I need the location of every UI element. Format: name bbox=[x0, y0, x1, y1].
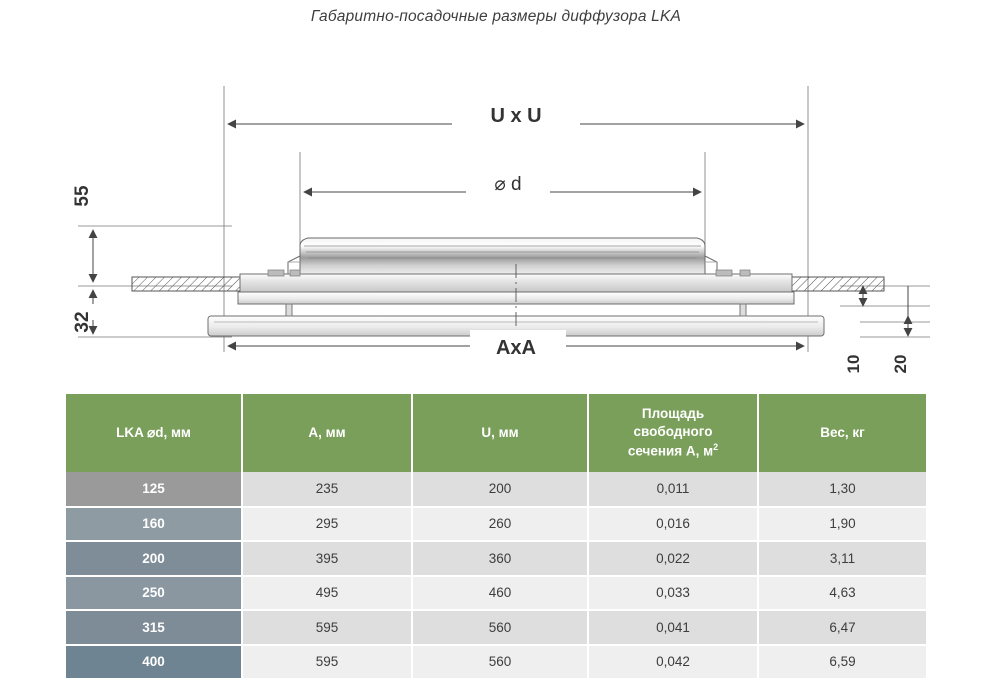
table-header-row bbox=[66, 394, 926, 472]
specification-table bbox=[66, 394, 926, 680]
dim-label-axa: AxA bbox=[495, 337, 537, 359]
table-row bbox=[66, 576, 926, 611]
dim-label-32: 32 bbox=[72, 311, 93, 333]
table-row bbox=[66, 645, 926, 680]
ceiling-slab-left bbox=[132, 277, 240, 291]
dim-label-uxu: U x U bbox=[490, 105, 542, 127]
page-title: Габаритно-посадочные размеры диффузора LKA bbox=[310, 8, 682, 25]
dim-label-10: 10 bbox=[844, 354, 863, 374]
cell-area: 0,011 bbox=[588, 472, 758, 507]
table-row bbox=[66, 507, 926, 542]
table-row bbox=[66, 472, 926, 507]
cell-weight: 1,30 bbox=[758, 472, 926, 507]
cell-weight: 1,90 bbox=[758, 507, 926, 542]
cell-a: 235 bbox=[242, 472, 412, 507]
technical-drawing bbox=[0, 34, 992, 379]
cell-u: 200 bbox=[412, 472, 588, 507]
table-header-free-area bbox=[588, 394, 758, 472]
cell-diameter: 125 bbox=[66, 472, 242, 507]
cell-area: 0,042 bbox=[588, 645, 758, 680]
cell-u: 560 bbox=[412, 610, 588, 645]
table-header-u: U, мм bbox=[412, 394, 588, 472]
cell-weight: 3,11 bbox=[758, 541, 926, 576]
cell-area: 0,041 bbox=[588, 610, 758, 645]
table-header-weight: Вес, кг bbox=[758, 394, 926, 472]
cell-u: 260 bbox=[412, 507, 588, 542]
free-area-line-2: свободного bbox=[633, 424, 713, 440]
cell-diameter: 160 bbox=[66, 507, 242, 542]
cell-u: 460 bbox=[412, 576, 588, 611]
cell-diameter: 200 bbox=[66, 541, 242, 576]
cell-u: 360 bbox=[412, 541, 588, 576]
cell-weight: 6,47 bbox=[758, 610, 926, 645]
dim-label-diameter: ⌀ d bbox=[494, 174, 522, 195]
cell-diameter: 250 bbox=[66, 576, 242, 611]
cell-diameter: 400 bbox=[66, 645, 242, 680]
table-row bbox=[66, 610, 926, 645]
cell-a: 395 bbox=[242, 541, 412, 576]
cell-diameter: 315 bbox=[66, 610, 242, 645]
table-header-a: A, мм bbox=[242, 394, 412, 472]
cell-a: 295 bbox=[242, 507, 412, 542]
cell-weight: 4,63 bbox=[758, 576, 926, 611]
cell-a: 595 bbox=[242, 645, 412, 680]
cell-a: 495 bbox=[242, 576, 412, 611]
cell-area: 0,033 bbox=[588, 576, 758, 611]
free-area-line-3: сечения А, м bbox=[627, 443, 714, 459]
cell-area: 0,022 bbox=[588, 541, 758, 576]
free-area-sup: 2 bbox=[713, 442, 719, 453]
ceiling-slab-right bbox=[792, 277, 884, 291]
table-row bbox=[66, 541, 926, 576]
dim-label-20: 20 bbox=[891, 354, 910, 374]
cell-u: 560 bbox=[412, 645, 588, 680]
cell-area: 0,016 bbox=[588, 507, 758, 542]
table-header-diameter: LKA ⌀d, мм bbox=[66, 394, 242, 472]
dim-label-55: 55 bbox=[72, 185, 93, 207]
cell-a: 595 bbox=[242, 610, 412, 645]
cell-weight: 6,59 bbox=[758, 645, 926, 680]
free-area-line-1: Площадь bbox=[641, 405, 705, 421]
